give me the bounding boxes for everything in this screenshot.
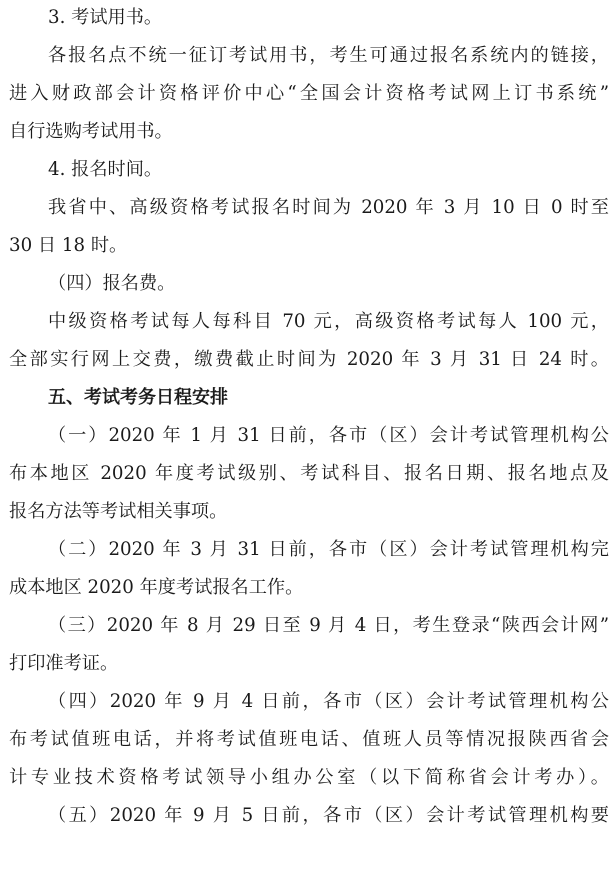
- item-3-heading: 3. 考试用书。: [48, 7, 163, 28]
- paragraph-line: 布考试值班电话，并将考试值班电话、值班人员等情况报陕西省会: [9, 729, 609, 750]
- paragraph-line: 布本地区 2020 年度考试级别、考试科目、报名日期、报名地点及: [9, 463, 609, 484]
- paragraph-line: 我省中、高级资格考试报名时间为 2020 年 3 月 10 日 0 时至: [48, 197, 609, 218]
- paragraph-line: 计专业技术资格考试领导小组办公室（以下简称省会计考办）。: [9, 767, 609, 788]
- paragraph-line: （二）2020 年 3 月 31 日前，各市（区）会计考试管理机构完: [48, 539, 609, 560]
- item-4-heading: 4. 报名时间。: [48, 159, 163, 180]
- paragraph-line: 自行选购考试用书。: [9, 121, 173, 142]
- paragraph-line: （五）2020 年 9 月 5 日前，各市（区）会计考试管理机构要: [48, 805, 609, 826]
- paragraph-line: 报名方法等考试相关事项。: [9, 501, 228, 522]
- section-5-heading: 五、考试考务日程安排: [48, 387, 228, 408]
- section-4-heading: （四）报名费。: [48, 273, 176, 294]
- paragraph-line: 中级资格考试每人每科目 70 元，高级资格考试每人 100 元，: [48, 311, 609, 332]
- paragraph-line: 全部实行网上交费，缴费截止时间为 2020 年 3 月 31 日 24 时。: [9, 349, 609, 370]
- paragraph-line: 各报名点不统一征订考试用书，考生可通过报名系统内的链接，: [48, 45, 609, 66]
- paragraph-line: 成本地区 2020 年度考试报名工作。: [9, 577, 304, 598]
- paragraph-line: （一）2020 年 1 月 31 日前，各市（区）会计考试管理机构公: [48, 425, 609, 446]
- paragraph-line: 进入财政部会计资格评价中心“全国会计资格考试网上订书系统”: [9, 83, 609, 104]
- paragraph-line: 30 日 18 时。: [9, 235, 128, 256]
- paragraph-line: 打印准考证。: [9, 653, 119, 674]
- paragraph-line: （四）2020 年 9 月 4 日前，各市（区）会计考试管理机构公: [48, 691, 609, 712]
- paragraph-line: （三）2020 年 8 月 29 日至 9 月 4 日，考生登录“陕西会计网”: [48, 615, 609, 636]
